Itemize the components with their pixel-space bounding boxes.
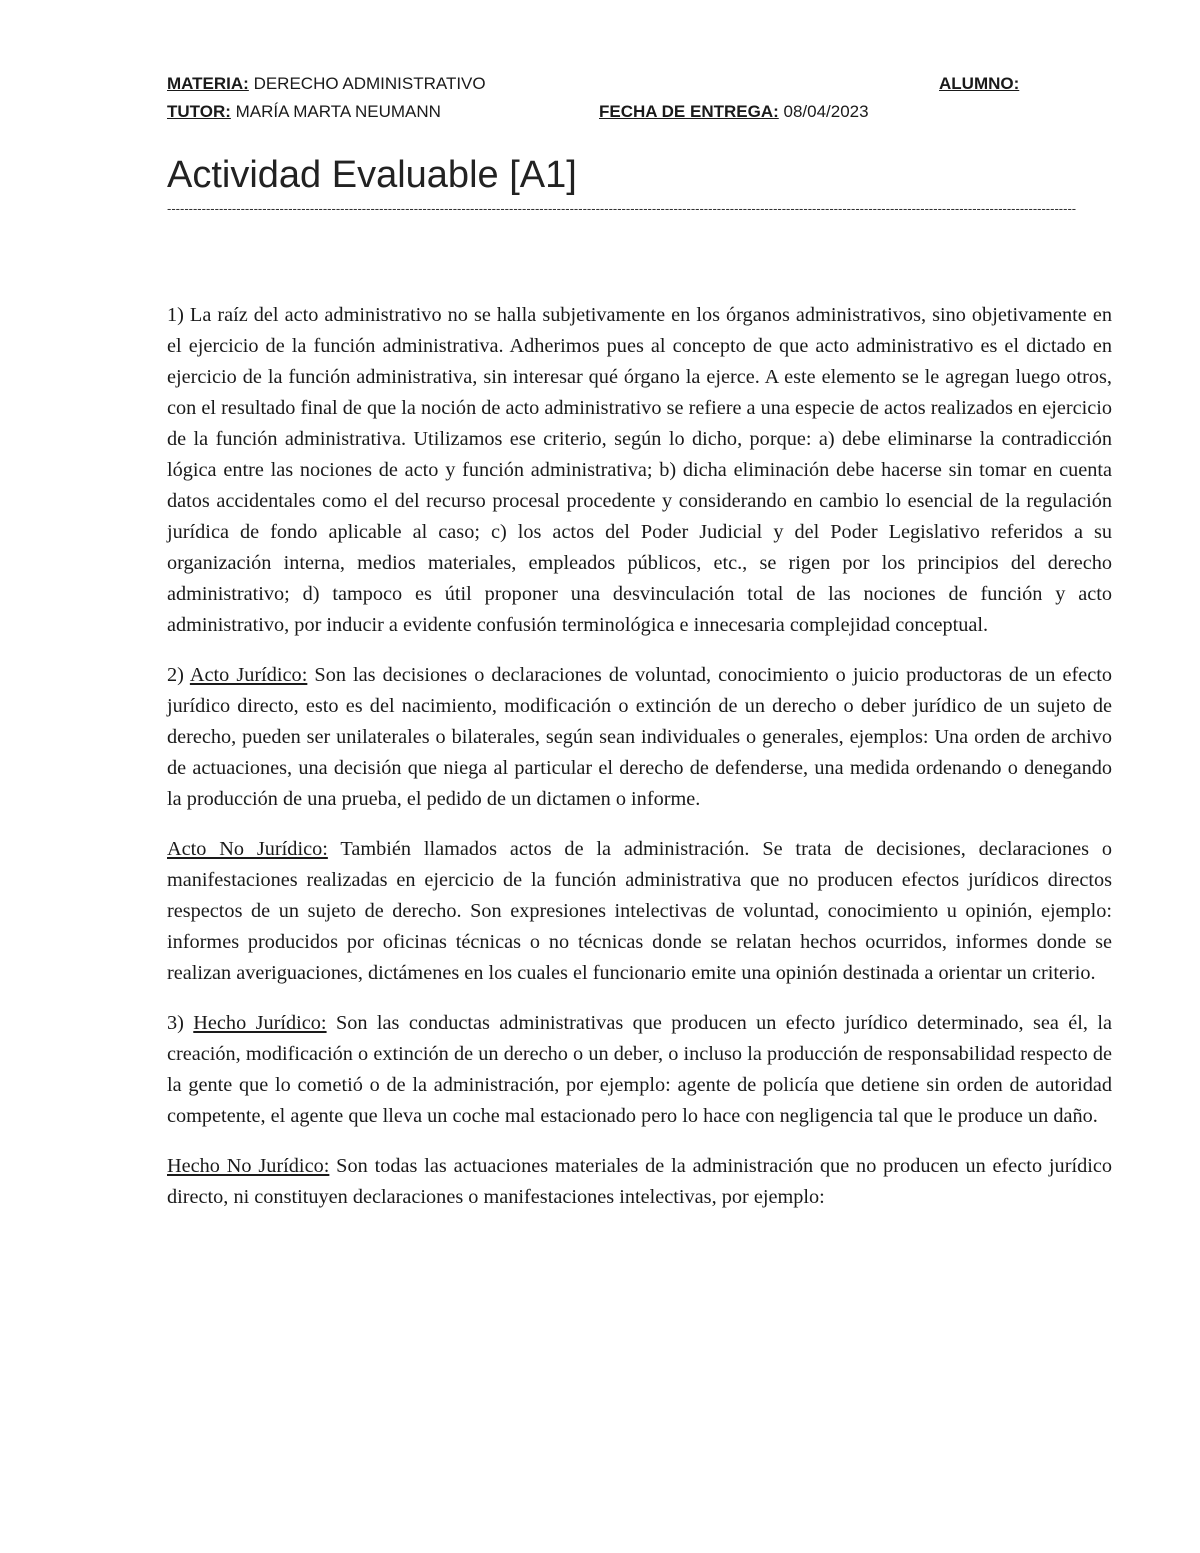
- term-hecho-no-juridico: Hecho No Jurídico:: [167, 1155, 330, 1177]
- document-header: [167, 70, 1112, 126]
- header-row-materia: [167, 70, 1112, 98]
- fecha-label: FECHA DE ENTREGA:: [599, 102, 779, 121]
- paragraph-2: [167, 660, 1112, 815]
- paragraph-3: [167, 834, 1112, 989]
- fecha-field: [599, 98, 869, 126]
- materia-label: MATERIA:: [167, 74, 249, 93]
- paragraph-4: [167, 1008, 1112, 1132]
- paragraph-4-text: Son las conductas administrativas que producen un efecto jurídico determinado, sea él, la creación, modificación o extinción de un derecho o un deber, o incluso la producción de responsabilidad respecto de la gente que lo cometió o de la administración, por ejemplo: agente de policía que detiene sin orden de autoridad competente, el agente que lleva un coche mal estacionado pero lo hace con negligencia tal que le produce un daño.: [167, 1012, 1112, 1127]
- materia-field: [167, 70, 486, 98]
- tutor-label: TUTOR:: [167, 102, 231, 121]
- paragraph-2-prefix: 2): [167, 664, 190, 686]
- tutor-value: MARÍA MARTA NEUMANN: [230, 102, 441, 121]
- paragraph-1: 1) La raíz del acto administrativo no se halla subjetivamente en los órganos administrativos, sino objetivamente en el ejercicio de la función administrativa. Adherimos pues al concepto de que acto administrativo es el dictado en ejercicio de la función administrativa, sin interesar qué órgano la ejerce. A este elemento se le agregan luego otros, con el resultado final de que la noción de acto administrativo se refiere a una especie de actos realizados en ejercicio de la función administrativa. Utilizamos ese criterio, según lo dicho, porque: a) debe eliminarse la contradicción lógica entre las nociones de acto y función administrativa; b) dicha eliminación debe hacerse sin tomar en cuenta datos accidentales como el del recurso procesal procedente y considerando en cambio lo esencial de la regulación jurídica de fondo aplicable al caso; c) los actos del Poder Judicial y del Poder Legislativo referidos a su organización interna, medios materiales, empleados públicos, etc., se rigen por los principios del derecho administrativo; d) tampoco es útil proponer una desvinculación total de las nociones de función y acto administrativo, por inducir a evidente confusión terminológica e innecesaria complejidad conceptual.: [167, 304, 1112, 636]
- paragraph-5: [167, 1151, 1112, 1213]
- fecha-value: 08/04/2023: [778, 102, 869, 121]
- term-hecho-juridico: Hecho Jurídico:: [193, 1012, 327, 1034]
- header-row-tutor: [167, 98, 1112, 126]
- page-title: Actividad Evaluable [A1]: [167, 154, 577, 196]
- tutor-field: [167, 98, 441, 126]
- term-acto-juridico: Acto Jurídico:: [189, 664, 308, 686]
- term-acto-no-juridico: Acto No Jurídico:: [167, 838, 328, 860]
- materia-value: DERECHO ADMINISTRATIVO: [248, 74, 486, 93]
- dashed-divider: ------------------------------------------------------------------------------------------------------------------------------------------------------------------------------------------------------------------: [167, 201, 1077, 216]
- paragraph-2-text: Son las decisiones o declaraciones de voluntad, conocimiento o juicio productoras de un efecto jurídico directo, esto es del nacimiento, modificación o extinción de un derecho o deber jurídico de un sujeto de derecho, pueden ser unilaterales o bilaterales, según sean individuales o generales, ejemplos: Una orden de archivo de actuaciones, una decisión que niega al particular el derecho de defenderse, una medida ordenando o denegando la producción de una prueba, el pedido de un dictamen o informe.: [167, 664, 1113, 810]
- paragraph-3-text: También llamados actos de la administración. Se trata de decisiones, declaraciones o manifestaciones realizadas en ejercicio de la función administrativa que no producen efectos jurídicos directos respectos de un sujeto de derecho. Son expresiones intelectivas de voluntad, conocimiento u opinión, ejemplo: informes producidos por oficinas técnicas o no técnicas donde se relatan hechos ocurridos, informes donde se realizan averiguaciones, dictámenes en los cuales el funcionario emite una opinión destinada a orientar un criterio.: [167, 838, 1112, 984]
- document-body: [167, 300, 1112, 1232]
- paragraph-4-prefix: 3): [167, 1012, 194, 1034]
- paragraph-5-text: Son todas las actuaciones materiales de la administración que no producen un efecto jurídico directo, ni constituyen declaraciones o manifestaciones intelectivas, por ejemplo:: [167, 1155, 1112, 1208]
- alumno-label: ALUMNO:: [939, 74, 1020, 93]
